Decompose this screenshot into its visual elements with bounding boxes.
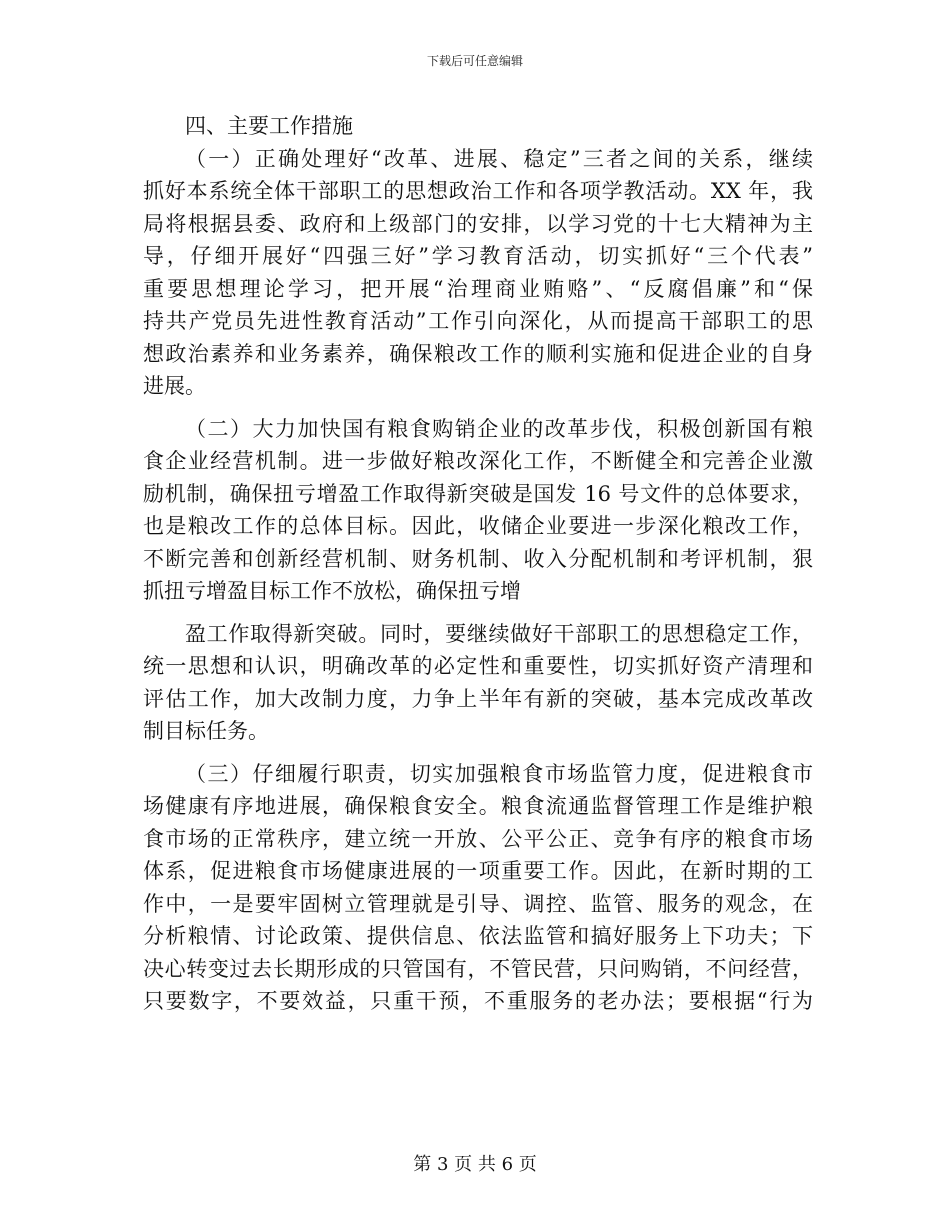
document-body [143, 110, 813, 1018]
text-line: 统一思想和认识，明确改革的必定性和重要性，切实抓好资产清理和 [143, 654, 813, 678]
text-line: 评估工作，加大改制力度，力争上半年有新的突破，基本完成改革改 [143, 686, 813, 711]
text-line: 局将根据县委、政府和上级部门的安排，以学习党的十七大精神为主 [143, 211, 813, 236]
page-footer: 第 3 页 共 6 页 [413, 1154, 537, 1175]
text-line: 食企业经营机制。进一步做好粮改深化工作，不断健全和完善企业激 [143, 449, 813, 473]
text-line: 体系，促进粮食市场健康进展的一项重要工作。因此，在新时期的工 [143, 859, 813, 883]
text-line: 进展。 [143, 374, 206, 398]
section-title: 四、主要工作措施 [185, 114, 353, 138]
text-line: 场健康有序地进展，确保粮食安全。粮食流通监督管理工作是维护粮 [143, 794, 813, 818]
text-line: 导，仔细开展好“四强三好”学习教育活动，切实抓好“三个代表” [143, 244, 813, 268]
text-line: 也是粮改工作的总体目标。因此，收储企业要进一步深化粮改工作， [143, 514, 813, 538]
paragraph-3 [143, 618, 813, 748]
paragraph-1 [143, 143, 813, 403]
text-line: 食市场的正常秩序，建立统一开放、公平公正、竞争有序的粮食市场 [143, 826, 813, 851]
text-line: 作中，一是要牢固树立管理就是引导、调控、监管、服务的观念，在 [143, 891, 813, 916]
text-line: （三）仔细履行职责，切实加强粮食市场监管力度，促进粮食市 [185, 761, 813, 786]
text-line: 分析粮情、讨论政策、提供信息、依法监管和搞好服务上下功夫；下 [143, 924, 813, 948]
text-line: 制目标任务。 [143, 719, 269, 743]
text-line: 想政治素养和业务素养，确保粮改工作的顺利实施和促进企业的自身 [143, 341, 813, 366]
text-line: 决心转变过去长期形成的只管国有，不管民营，只问购销，不问经营， [143, 956, 813, 981]
text-line: （二）大力加快国有粮食购销企业的改革步伐，积极创新国有粮 [185, 416, 813, 441]
text-line: 只要数字，不要效益，只重干预，不重服务的老办法；要根据“行为 [143, 989, 813, 1013]
text-line: 抓好本系统全体干部职工的思想政治工作和各项学教活动。XX 年，我 [143, 179, 813, 203]
text-line: 盈工作取得新突破。同时，要继续做好干部职工的思想稳定工作， [185, 621, 813, 646]
text-line: 抓扭亏增盈目标工作不放松，确保扭亏增 [143, 579, 521, 603]
text-line: （一）正确处理好“改革、进展、稳定”三者之间的关系，继续 [185, 146, 813, 171]
text-line: 重要思想理论学习，把开展“治理商业贿赂”、“反腐倡廉”和“保 [143, 276, 813, 301]
text-line: 励机制，确保扭亏增盈工作取得新突破是国发 16 号文件的总体要求， [143, 481, 813, 506]
paragraph-2 [143, 413, 813, 608]
text-line: 不断完善和创新经营机制、财务机制、收入分配机制和考评机制，狠 [143, 546, 813, 571]
paragraph-4 [143, 758, 813, 1018]
text-line: 持共产党员先进性教育活动”工作引向深化，从而提高干部职工的思 [143, 309, 813, 333]
page-header: 下载后可任意编辑 [426, 54, 523, 68]
